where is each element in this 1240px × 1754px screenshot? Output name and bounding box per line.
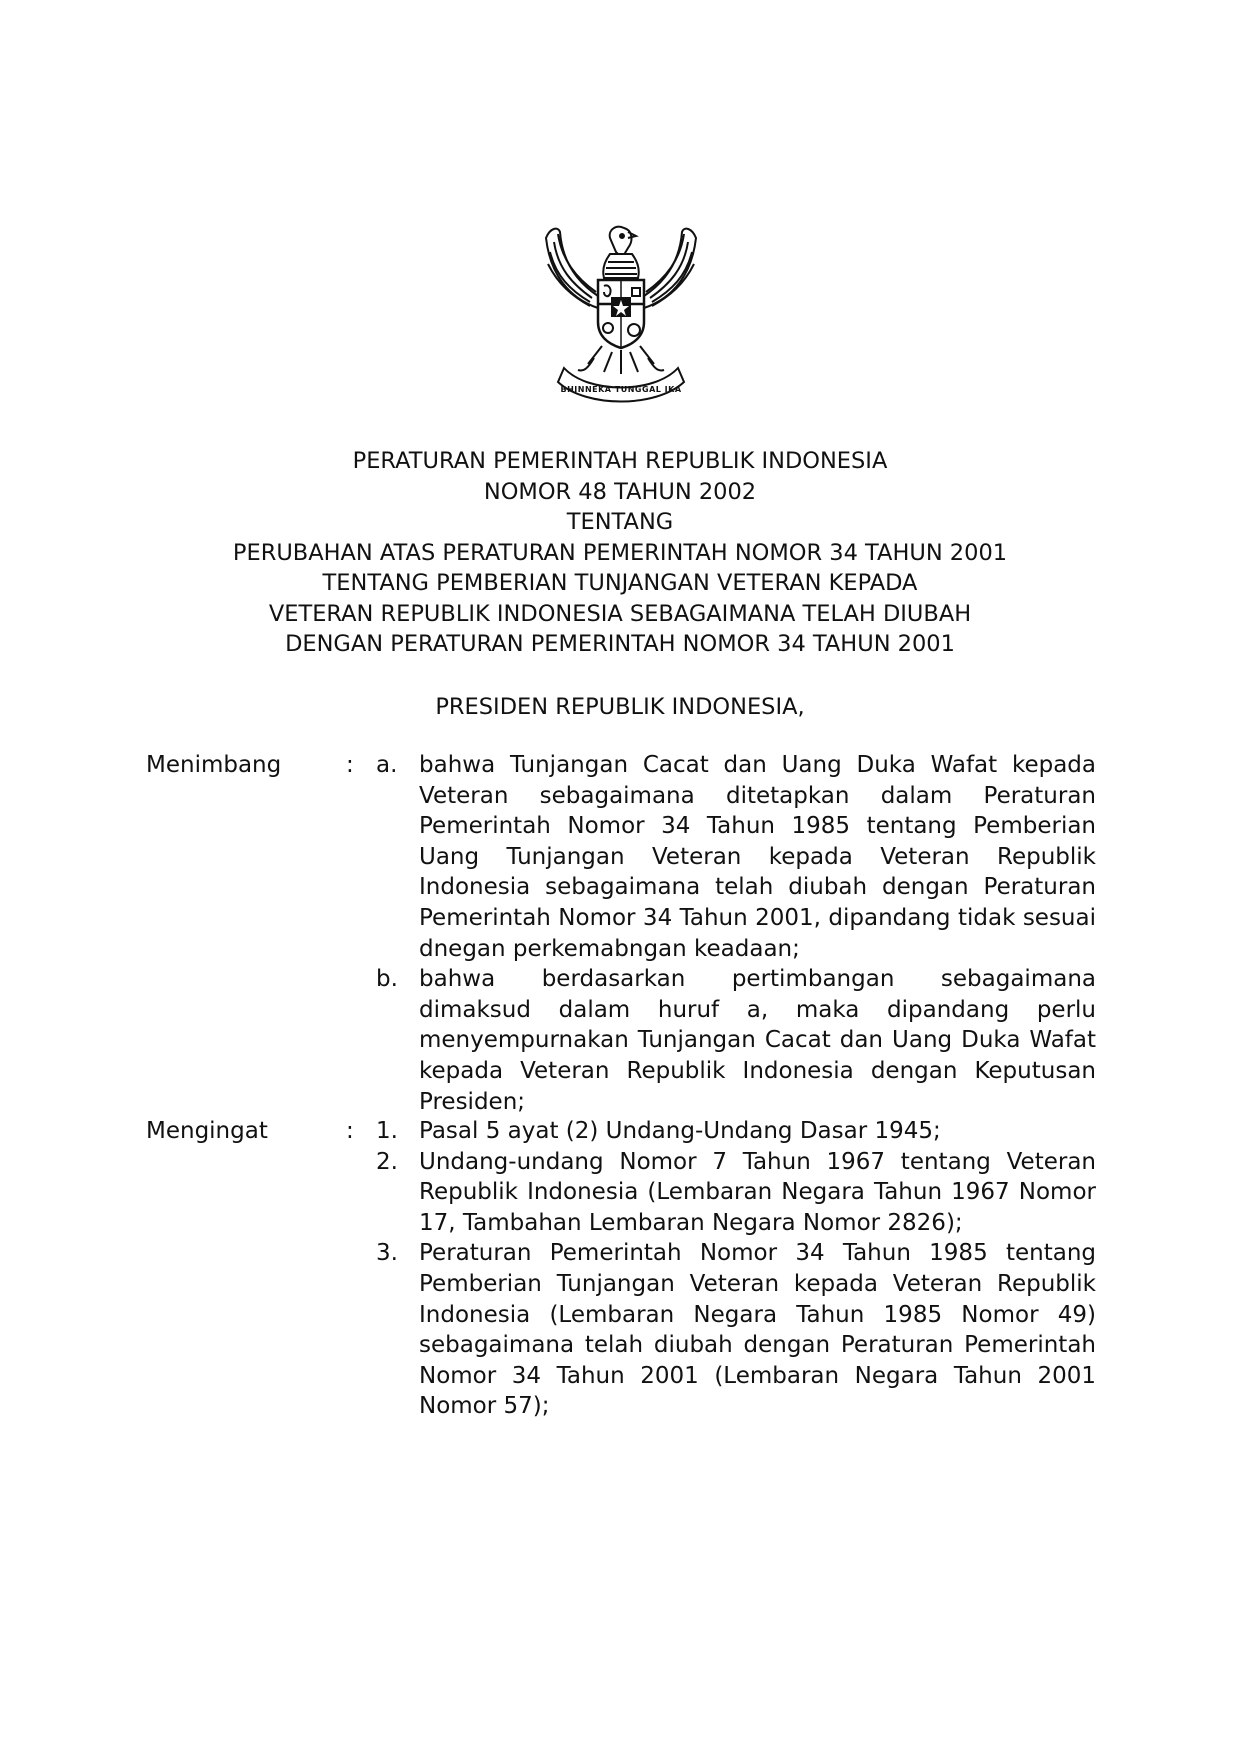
garuda-pancasila-emblem-icon bbox=[528, 218, 714, 414]
mengingat-label: Mengingat bbox=[146, 1118, 268, 1144]
title-line-6: VETERAN REPUBLIK INDONESIA SEBAGAIMANA TELAH DIUBAH bbox=[268, 600, 972, 627]
document-title bbox=[0, 446, 1240, 660]
title-line-3: TENTANG bbox=[566, 509, 674, 535]
title-line-1: PERATURAN PEMERINTAH REPUBLIK INDONESIA bbox=[352, 448, 888, 474]
list-item bbox=[376, 964, 1096, 1117]
item-text: bahwa Tunjangan Cacat dan Uang Duka Wafat kepada Veteran sebagaimana ditetapkan dalam Peraturan Pemerintah Nomor 34 Tahun 1985 tentang Pemberian Uang Tunjangan Veteran kepada Veteran Republik Indonesia sebagaimana telah diubah dengan Peraturan Pemerintah Nomor 34 Tahun 2001, dipandang tidak sesuai dnegan perkemabngan keadaan; bbox=[419, 752, 1096, 962]
title-line-7: DENGAN PERATURAN PEMERINTAH NOMOR 34 TAHUN 2001 bbox=[285, 631, 955, 657]
list-item bbox=[376, 1238, 1096, 1422]
item-marker: 1. bbox=[376, 1118, 398, 1144]
item-text: Pasal 5 ayat (2) Undang-Undang Dasar 1945; bbox=[419, 1118, 941, 1144]
item-marker: 2. bbox=[376, 1148, 398, 1175]
menimbang-list bbox=[376, 750, 1096, 1117]
president-heading: PRESIDEN REPUBLIK INDONESIA, bbox=[435, 694, 805, 720]
list-item bbox=[376, 750, 1096, 964]
mengingat-colon: : bbox=[346, 1118, 354, 1144]
item-marker: b. bbox=[376, 966, 398, 993]
title-line-5: TENTANG PEMBERIAN TUNJANGAN VETERAN KEPADA bbox=[322, 570, 918, 596]
item-text: Peraturan Pemerintah Nomor 34 Tahun 1985 tentang Pemberian Tunjangan Veteran kepada Veteran Republik Indonesia (Lembaran Negara Tahun 1985 Nomor 49) sebagaimana telah diubah dengan Peraturan Pemerintah Nomor 34 Tahun 2001 (Lembaran Negara Tahun 2001 Nomor 57); bbox=[419, 1240, 1096, 1420]
item-marker: a. bbox=[376, 752, 398, 778]
item-text: bahwa berdasarkan pertimbangan sebagaimana dimaksud dalam huruf a, maka dipandang perlu menyempurnakan Tunjangan Cacat dan Uang Duka Wafat kepada Veteran Republik Indonesia dengan Keputusan Presiden; bbox=[419, 966, 1096, 1115]
title-line-2: NOMOR 48 TAHUN 2002 bbox=[483, 478, 757, 505]
menimbang-label: Menimbang bbox=[146, 752, 282, 778]
title-line-4: PERUBAHAN ATAS PERATURAN PEMERINTAH NOMOR 34 TAHUN 2001 bbox=[232, 539, 1008, 566]
list-item bbox=[376, 1116, 1096, 1147]
mengingat-list bbox=[376, 1116, 1096, 1422]
item-text: Undang-undang Nomor 7 Tahun 1967 tentang Veteran Republik Indonesia (Lembaran Negara Tahun 1967 Nomor 17, Tambahan Lembaran Negara Nomor 2826); bbox=[419, 1148, 1096, 1236]
menimbang-colon: : bbox=[346, 752, 354, 778]
emblem-motto: BHINNEKA TUNGGAL IKA bbox=[560, 385, 682, 394]
item-marker: 3. bbox=[376, 1240, 398, 1267]
list-item bbox=[376, 1147, 1096, 1239]
